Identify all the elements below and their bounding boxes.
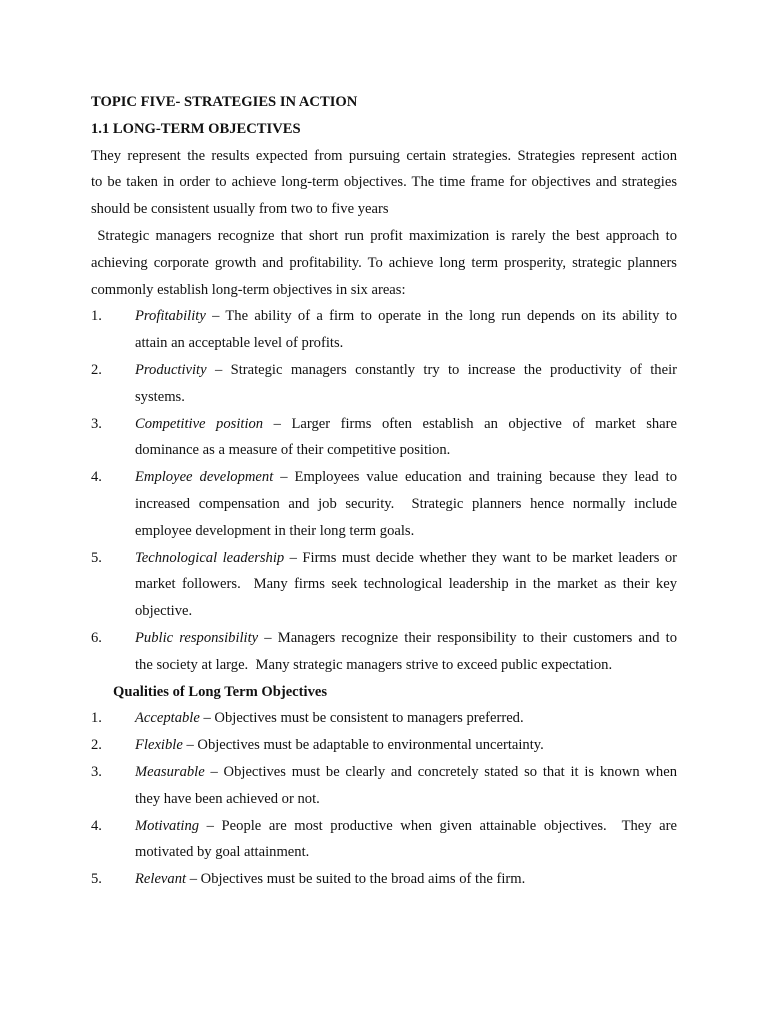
- list-number: 1.: [91, 710, 102, 727]
- list-item-continuation-line: motivated by goal attainment.: [135, 844, 310, 861]
- list-item-first-line: [135, 866, 677, 893]
- list-item-term: Technological leadership: [135, 549, 285, 566]
- paragraph-line: Strategic managers recognize that short run profit maximization is rarely the best approach to: [91, 227, 677, 244]
- paragraph-line: to be taken in order to achieve long-term objectives. The time frame for objectives and strategies: [91, 174, 677, 191]
- list-number: 3.: [91, 415, 102, 432]
- list-item-description: – The ability of a firm to operate in the long run depends on its ability to: [205, 308, 677, 325]
- list-number: 2.: [91, 361, 102, 378]
- list-item-continuation-line: the society at large. Many strategic managers strive to exceed public expectation.: [135, 656, 613, 673]
- qualities-heading: Qualities of Long Term Objectives: [113, 683, 328, 700]
- list-item-description: – Objectives must be suited to the broad aims of the firm.: [186, 871, 526, 888]
- list-item-term: Motivating: [135, 817, 200, 834]
- list-item-term: Relevant: [135, 871, 187, 888]
- list-item-description: – Employees value education and training because they lead to: [273, 469, 677, 486]
- list-item: [91, 545, 677, 625]
- list-number: 4.: [91, 817, 102, 834]
- list-item-first-line: [135, 759, 677, 786]
- list-item-continuation-line: they have been achieved or not.: [135, 790, 320, 807]
- list-item: [91, 759, 677, 813]
- list-number: 5.: [91, 871, 102, 888]
- list-item-description: – Strategic managers constantly try to increase the productivity of their: [206, 361, 677, 378]
- list-item-first-line: [135, 464, 677, 491]
- list-item: [91, 625, 677, 679]
- list-item-description: – Objectives must be adaptable to environmental uncertainty.: [182, 737, 544, 754]
- list-item-first-line: [135, 357, 677, 384]
- list-item-term: Flexible: [135, 737, 183, 754]
- list-item-continuation-line: increased compensation and job security. Strategic planners hence normally include: [135, 495, 677, 512]
- list-item-first-line: [135, 705, 677, 732]
- areas-intro-paragraph: [91, 223, 677, 303]
- list-item-first-line: [135, 545, 677, 572]
- list-item-continuation-line: objective.: [135, 603, 193, 620]
- list-item-first-line: [135, 813, 677, 840]
- list-item-description: – Firms must decide whether they want to be market leaders or: [284, 549, 677, 566]
- list-item-continuation-line: dominance as a measure of their competitive position.: [135, 442, 451, 459]
- list-item-description: – People are most productive when given attainable objectives. They are: [199, 817, 677, 834]
- list-number: 6.: [91, 629, 102, 646]
- list-item: [91, 357, 677, 411]
- list-item-term: Productivity: [135, 361, 207, 378]
- list-item-term: Competitive position: [135, 415, 264, 432]
- qualities-list: [91, 705, 677, 893]
- list-item: [91, 732, 677, 759]
- paragraph-line: achieving corporate growth and profitability. To achieve long term prosperity, strategic planners: [91, 254, 677, 271]
- list-item: [91, 303, 677, 357]
- list-item-first-line: [135, 303, 677, 330]
- list-item: [91, 411, 677, 465]
- list-number: 3.: [91, 763, 102, 780]
- paragraph-line: should be consistent usually from two to five years: [91, 201, 389, 218]
- list-number: 5.: [91, 549, 102, 566]
- list-item-term: Profitability: [135, 308, 206, 325]
- list-item-continuation-line: market followers. Many firms seek technological leadership in the market as their key: [135, 576, 677, 593]
- list-item-term: Acceptable: [135, 710, 200, 727]
- list-item-first-line: [135, 732, 677, 759]
- list-item-term: Measurable: [135, 763, 205, 780]
- list-item-term: Employee development: [135, 469, 274, 486]
- list-number: 4.: [91, 469, 102, 486]
- list-item-continuation-line: attain an acceptable level of profits.: [135, 335, 344, 352]
- list-item: [91, 705, 677, 732]
- list-item-description: – Objectives must be clearly and concretely stated so that it is known when: [204, 763, 677, 780]
- list-item: [91, 464, 677, 544]
- paragraph-line: commonly establish long-term objectives in six areas:: [91, 281, 406, 298]
- list-item-description: – Objectives must be consistent to managers preferred.: [199, 710, 524, 727]
- objective-areas-list: [91, 303, 677, 678]
- list-item-first-line: [135, 411, 677, 438]
- document-page: [91, 89, 677, 893]
- list-item-description: – Managers recognize their responsibility to their customers and to: [258, 629, 677, 646]
- list-number: 2.: [91, 737, 102, 754]
- topic-heading: TOPIC FIVE- STRATEGIES IN ACTION: [91, 94, 358, 110]
- section-heading: 1.1 LONG-TERM OBJECTIVES: [91, 120, 301, 137]
- list-item-description: – Larger firms often establish an objective of market share: [263, 415, 677, 432]
- intro-paragraph: [91, 143, 677, 223]
- list-number: 1.: [91, 308, 102, 325]
- paragraph-line: They represent the results expected from pursuing certain strategies. Strategies represent action: [91, 147, 677, 164]
- list-item-first-line: [135, 625, 677, 652]
- list-item-continuation-line: systems.: [135, 388, 185, 405]
- list-item-continuation-line: employee development in their long term goals.: [135, 522, 415, 539]
- list-item: [91, 866, 677, 893]
- list-item-term: Public responsibility: [135, 629, 259, 646]
- list-item: [91, 813, 677, 867]
